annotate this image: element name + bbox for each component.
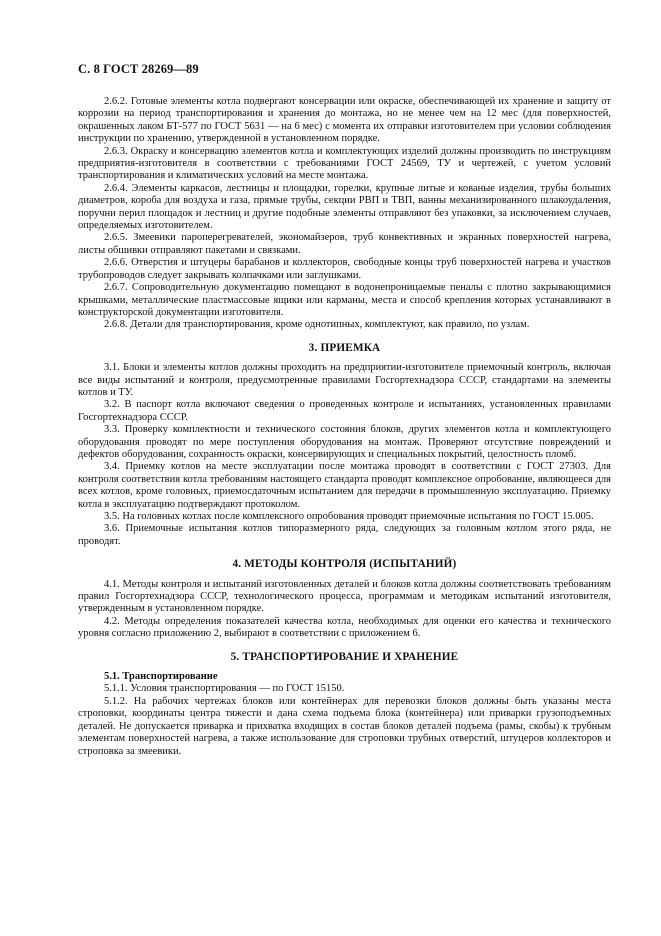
page-content (78, 96, 611, 758)
paragraph-3-3: 3.3. Проверку комплектности и технического состояния блоков, других элементов котла и комплектующего оборудования проводят по мере поступления оборудования на монтаж. Проверяют отсутствие повреждений и дефектов оборудования, сохранность окраски, консервирующих и специальных покрытий, целостность пломб. (78, 424, 611, 460)
subsection-5-1-heading: 5.1. Транспортирование (104, 671, 218, 683)
paragraph-5-1-1: 5.1.1. Условия транспортирования — по ГОСТ 15150. (104, 683, 345, 695)
paragraph-3-5: 3.5. На головных котлах после комплексного опробования проводят приемочные испытания по ГОСТ 15.005. (104, 511, 594, 522)
paragraph-2-6-5: 2.6.5. Змеевики пароперегревателей, экономайзеров, труб конвективных и экранных поверхностей нагрева, листы обшивки отправляют пакетами и связками. (78, 232, 611, 256)
paragraph-2-6-7: 2.6.7. Сопроводительную документацию помещают в водонепроницаемые пеналы с плотно закрывающимися крышками, металлические пластмассовые ящики или карманы, места и способ крепления которых устанавливают в конструкторской документации изготовителя. (78, 282, 611, 318)
section-3-title: 3. ПРИЕМКА (308, 341, 381, 354)
paragraph-4-2: 4.2. Методы определения показателей качества котла, необходимых для оценки его качества и технического уровня согласно приложению 2, выбирают в соответствии с приложением 6. (78, 615, 611, 640)
section-5-title: 5. ТРАНСПОРТИРОВАНИЕ И ХРАНЕНИЕ (230, 650, 459, 663)
paragraph-3-1: 3.1. Блоки и элементы котлов должны проходить на предприятии-изготовителе приемочный контроль, включая все виды испытаний и контроля, предусмотренные правилами Госгортехнадзора СССР, стандартами на элементы котлов и ТУ. (78, 362, 611, 398)
paragraph-5-1-2: 5.1.2. На рабочих чертежах блоков или контейнерах для перевозки блоков должны быть указаны места строповки, координаты центра тяжести и дана схема подъема блока (контейнера) или приварки грузоподъемных деталей. Не допускается приварка и прихватка входящих в состав блоков деталей подъема (рамы, скобы) к трубным элементам поверхностей нагрева, а также использование для строповки трубных отверстий, штуцеров коллекторов и строповка за змеевики. (78, 695, 611, 757)
paragraph-2-6-6: 2.6.6. Отверстия и штуцеры барабанов и коллекторов, свободные концы труб поверхностей нагрева и участков трубопроводов следует закрывать колпачками или заглушками. (78, 257, 611, 281)
paragraph-2-6-8: 2.6.8. Детали для транспортирования, кроме однотипных, комплектуют, как правило, по узлам. (104, 319, 530, 331)
paragraph-3-2: 3.2. В паспорт котла включают сведения о проведенных контроле и испытаниях, установленных правилами Госгортехнадзора СССР. (78, 399, 611, 423)
paragraph-4-1: 4.1. Методы контроля и испытаний изготовленных деталей и блоков котла должны соответствовать требованиям правил Госгортехнадзора СССР, технологического процесса, программам и методикам испытаний изготовителя, утвержденным в установленном порядке. (78, 578, 611, 615)
section-4-title: 4. МЕТОДЫ КОНТРОЛЯ (ИСПЫТАНИЙ) (232, 558, 457, 571)
paragraph-3-6: 3.6. Приемочные испытания котлов типоразмерного ряда, следующих за головным котлом этого ряда, не проводят. (78, 523, 611, 547)
page-header: С. 8 ГОСТ 28269—89 (78, 62, 199, 76)
paragraph-2-6-2: 2.6.2. Готовые элементы котла подвергают консервации или окраске, обеспечивающей их хранение и защиту от коррозии на период транспортирования и хранения до монтажа, но не менее чем на 12 мес (для поверхностей, окрашенных лаком БТ-577 по ГОСТ 5631 — на 6 мес) с момента их отправки изготовителем при условии соблюдения инструкции по хранению, утвержденной в установленном порядке. (78, 96, 611, 145)
paragraph-2-6-3: 2.6.3. Окраску и консервацию элементов котла и комплектующих изделий должны производить по инструкциям предприятия-изготовителя в соответствии с требованиями ГОСТ 24569, ТУ и чертежей, с учетом условий транспортирования и климатических условий на месте монтажа. (78, 145, 611, 182)
paragraph-2-6-4: 2.6.4. Элементы каркасов, лестницы и площадки, горелки, крупные литые и кованые изделия, трубы больших диаметров, короба для воздуха и газа, прямые трубы, секции РВП и ТВП, ванны механизированного шлакоудаления, поручни перил площадок и лестниц и другие подобные элементы отправляют без упаковки, за исключением случаев, определяемых изготовителем. (78, 182, 611, 232)
paragraph-3-4: 3.4. Приемку котлов на месте эксплуатации после монтажа проводят в соответствии с ГОСТ 27303. Для контроля соответствия котла требованиям настоящего стандарта проводят комплексное опробование, являющееся для всех котлов, кроме головных, приемосдаточным испытанием для передачи в промышленную эксплуатацию. Приемку котла в эксплуатацию подтверждают протоколом. (78, 461, 611, 510)
